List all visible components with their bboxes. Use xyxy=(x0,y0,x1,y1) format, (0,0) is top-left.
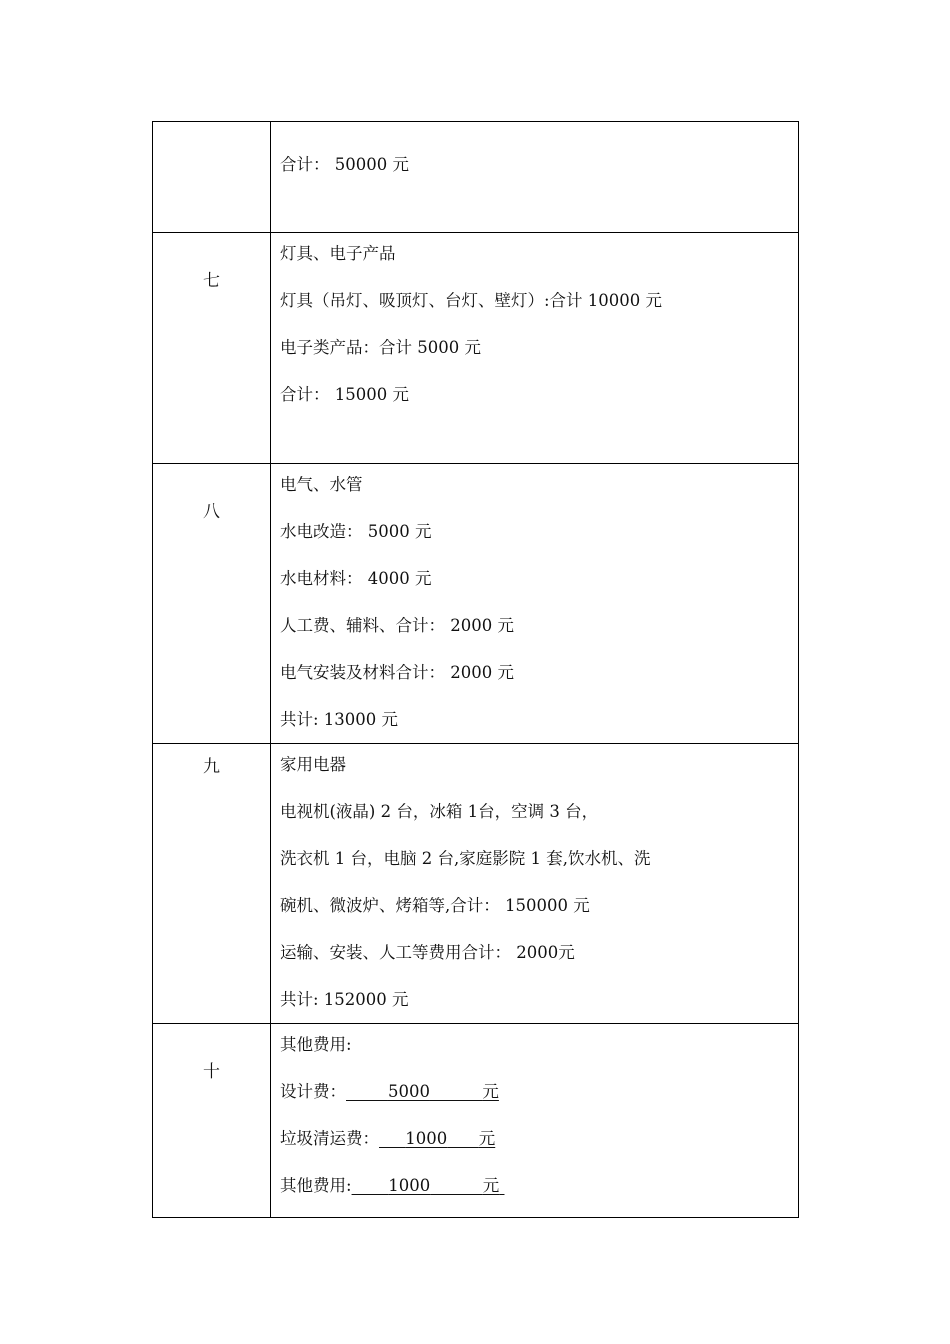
line-text: 水电改造： 5000 元 xyxy=(280,522,432,541)
fee-line-other xyxy=(280,1162,790,1209)
row-number: 八 xyxy=(203,502,220,522)
fee-unit: 元 xyxy=(482,1176,500,1195)
fee-unit: 元 xyxy=(482,1082,499,1101)
line-text: 电气、水管 xyxy=(280,475,363,494)
line-text: 合计： 50000 元 xyxy=(280,155,409,174)
line-text: 合计： 15000 元 xyxy=(280,385,409,404)
fee-unit: 元 xyxy=(478,1129,496,1148)
row-number: 九 xyxy=(203,757,220,777)
fee-value: 1000 xyxy=(405,1129,448,1148)
line-text: 共计: 152000 元 xyxy=(280,990,409,1009)
line-text: 人工费、辅料、合计： 2000 元 xyxy=(280,616,514,635)
fee-underlined-value xyxy=(379,1129,495,1148)
line-text: 电子类产品：合计 5000 元 xyxy=(280,338,481,357)
row-number: 七 xyxy=(203,271,220,291)
line-text: 家用电器 xyxy=(280,755,346,774)
fee-label: 垃圾清运费： xyxy=(280,1129,379,1148)
table-row xyxy=(153,464,799,744)
line-text: 洗衣机 1 台，电脑 2 台,家庭影院 1 套,饮水机、洗 xyxy=(280,849,651,868)
row-number-cell xyxy=(153,233,271,464)
row-content-cell xyxy=(271,744,799,1024)
row-number-cell xyxy=(153,122,271,233)
fee-label: 设计费： xyxy=(280,1082,346,1101)
line-text: 灯具、电子产品 xyxy=(280,244,396,263)
row-number xyxy=(153,122,270,155)
line-text: 水电材料： 4000 元 xyxy=(280,569,432,588)
row-content-cell xyxy=(271,122,799,233)
row-content-cell xyxy=(271,233,799,464)
row-number-cell xyxy=(153,1024,271,1218)
row-content-cell xyxy=(271,464,799,744)
table-row xyxy=(153,1024,799,1218)
row-number-cell xyxy=(153,744,271,1024)
line-text: 电气安装及材料合计： 2000 元 xyxy=(280,663,514,682)
row-number: 十 xyxy=(203,1062,220,1082)
fee-value: 1000 xyxy=(388,1176,431,1195)
fee-line-design xyxy=(280,1068,790,1115)
line-text: 运输、安装、人工等费用合计： 2000元 xyxy=(280,943,575,962)
budget-table xyxy=(152,121,799,1218)
line-text: 共计: 13000 元 xyxy=(280,710,399,729)
row-content-cell xyxy=(271,1024,799,1218)
line-text: 电视机(液晶) 2 台，冰箱 1台，空调 3 台， xyxy=(280,802,599,821)
table-row xyxy=(153,122,799,233)
row-number-cell xyxy=(153,464,271,744)
line-text: 灯具（吊灯、吸顶灯、台灯、壁灯）:合计 10000 元 xyxy=(280,291,663,310)
fee-underlined-value xyxy=(352,1176,505,1195)
fee-line-garbage xyxy=(280,1115,790,1162)
other-fees-title: 其他费用: xyxy=(280,1035,352,1054)
fee-underlined-value xyxy=(346,1082,499,1101)
line-text: 碗机、微波炉、烤箱等,合计： 150000 元 xyxy=(280,896,590,915)
table-row xyxy=(153,744,799,1024)
table-row xyxy=(153,233,799,464)
fee-value: 5000 xyxy=(387,1082,430,1101)
fee-label: 其他费用: xyxy=(280,1176,352,1195)
